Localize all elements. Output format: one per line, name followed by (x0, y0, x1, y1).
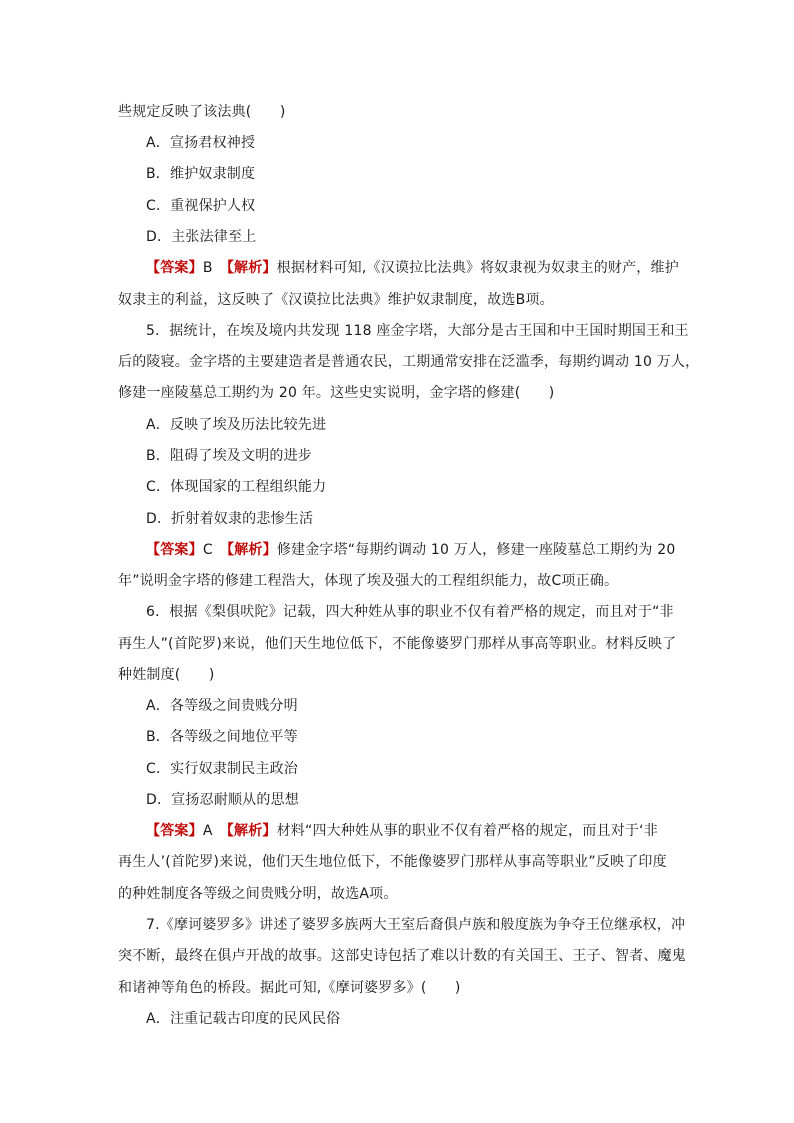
answer-letter: B (202, 260, 227, 276)
q6-stem-line-1: 6．根据《梨俱吠陀》记载，四大种姓从事的职业不仅有着严格的规定，而且对于“非 (146, 604, 674, 620)
q7-stem-line-1: 7.《摩诃婆罗多》讲述了婆罗多族两大王室后裔俱卢族和般度族为争夺王位继承权，冲 (146, 917, 686, 933)
q5-option-c: C．体现国家的工程组织能力 (146, 479, 327, 495)
q6-stem-line-2: 再生人”(首陀罗)来说，他们天生地位低下，不能像婆罗门那样从事高等职业。材料反映了 (118, 636, 677, 652)
q6-answer-line (146, 822, 658, 840)
analysis-tag: 【解析】 (226, 260, 277, 276)
q4-answer-line (146, 259, 679, 277)
q5-stem-line-2: 后的陵寝。金字塔的主要建造者是普通农民，工期通常安排在泛滥季，每期约调动 10 万人， (118, 354, 700, 370)
q6-option-d: D．宣扬忍耐顺从的思想 (146, 792, 299, 808)
q4-analysis-line-2: 奴隶主的利益，这反映了《汉谟拉比法典》维护奴隶制度，故选B项。 (118, 292, 554, 308)
answer-tag: 【答案】 (146, 542, 203, 558)
q5-answer-line (146, 541, 675, 559)
q7-stem-line-2: 突不断，最终在俱卢开战的故事。这部史诗包括了难以计数的有关国王、王子、智者、魔鬼 (118, 948, 686, 964)
answer-tag: 【答案】 (146, 260, 203, 276)
analysis-text: 修建金字塔“每期约调动 10 万人，修建一座陵墓总工期约为 20 (276, 542, 676, 558)
q6-stem-line-3: 种姓制度( ) (118, 667, 215, 683)
q4-option-d: D．主张法律至上 (146, 229, 257, 245)
analysis-tag: 【解析】 (227, 542, 277, 558)
q6-analysis-line-2: 再生人’(首陀罗)来说，他们天生地位低下，不能像婆罗门那样从事高等职业”反映了印度 (118, 854, 667, 870)
q6-analysis-line-3: 的种姓制度各等级之间贵贱分明，故选A项。 (118, 886, 398, 902)
q7-stem-line-3: 和诸神等角色的桥段。据此可知,《摩诃婆罗多》( ) (118, 980, 461, 996)
q5-option-d: D．折射着奴隶的悲惨生活 (146, 511, 314, 527)
q5-option-a: A．反映了埃及历法比较先进 (146, 417, 327, 433)
q5-stem-line-1: 5．据统计，在埃及境内共发现 118 座金字塔，大部分是古王国和中王国时期国王和王 (146, 323, 689, 339)
answer-letter: A (202, 823, 227, 839)
analysis-tag: 【解析】 (226, 823, 277, 839)
q5-option-b: B．阻碍了埃及文明的进步 (146, 448, 313, 464)
q5-stem-line-3: 修建一座陵墓总工期约为 20 年。这些史实说明，金字塔的修建( ) (118, 385, 555, 401)
q4-option-c: C．重视保护人权 (146, 198, 256, 214)
q4-option-a: A．宣扬君权神授 (146, 135, 256, 151)
q4-option-b: B．维护奴隶制度 (146, 166, 256, 182)
analysis-text: 根据材料可知,《汉谟拉比法典》将奴隶视为奴隶主的财产，维护 (276, 260, 679, 276)
analysis-text: 材料“四大种姓从事的职业不仅有着严格的规定，而且对于‘非 (276, 823, 658, 839)
q6-option-a: A．各等级之间贵贱分明 (146, 698, 298, 714)
q4-stem-end: 些规定反映了该法典( ) (118, 104, 286, 120)
q6-option-c: C．实行奴隶制民主政治 (146, 761, 298, 777)
answer-letter: C (202, 542, 227, 558)
q7-option-a: A．注重记载古印度的民风民俗 (146, 1011, 341, 1027)
answer-tag: 【答案】 (146, 823, 203, 839)
q6-option-b: B．各等级之间地位平等 (146, 729, 298, 745)
q5-analysis-line-2: 年”说明金字塔的修建工程浩大，体现了埃及强大的工程组织能力，故C项正确。 (118, 573, 619, 589)
